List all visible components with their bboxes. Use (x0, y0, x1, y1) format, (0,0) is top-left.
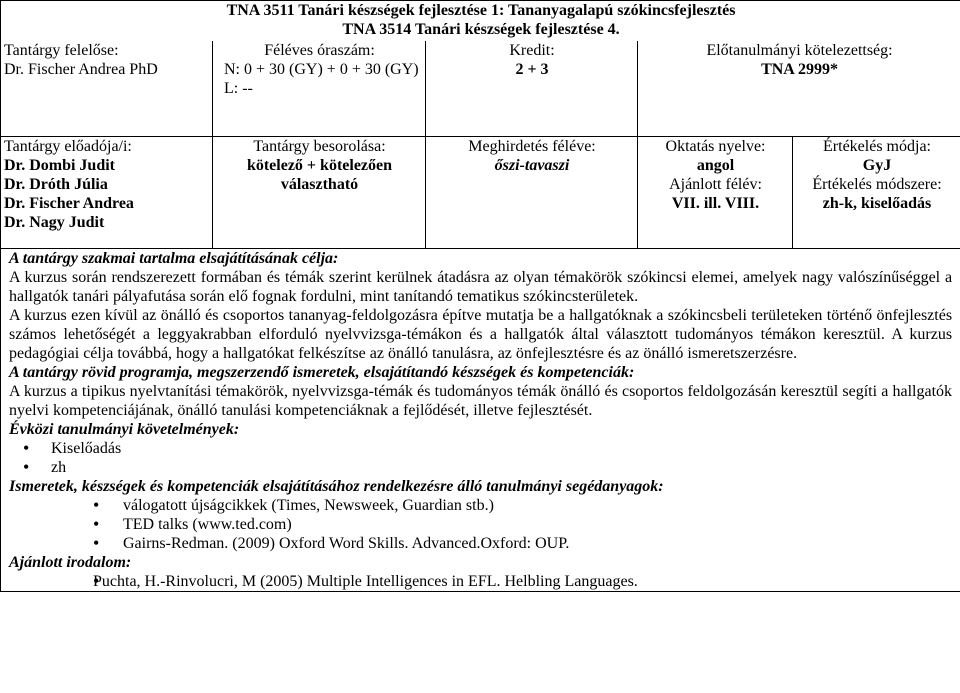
evaluation-cell (793, 137, 960, 249)
credit-value: 2 + 3 (515, 60, 549, 78)
list-item: • válogatott újságcikkek (Times, Newsweek, Guardian stb.) (9, 496, 952, 515)
hours-label: Féléves óraszám: (264, 41, 375, 59)
course-title-line2: TNA 3514 Tanári készségek fejlesztése 4. (342, 21, 620, 38)
requirements-heading: Évközi tanulmányi követelmények: (9, 421, 240, 438)
lecturer-3: Dr. Fischer Andrea (4, 195, 134, 212)
list-item: • TED talks (www.ted.com) (9, 515, 952, 534)
hours-value: N: 0 + 30 (GY) + 0 + 30 (GY) (224, 60, 419, 78)
prereq-value: TNA 2999* (761, 60, 838, 78)
language-cell (638, 137, 793, 249)
list-item: • Gairns-Redman. (2009) Oxford Word Skills. Advanced.Oxford: OUP. (9, 534, 952, 553)
credit-cell (426, 41, 638, 137)
classification-value: kötelező + kötelezően választható (246, 157, 393, 193)
requirements-list (9, 439, 952, 477)
aids-list (9, 496, 952, 553)
program-heading: A tantárgy rövid programja, megszerzendő ismeretek, elsajátítandó készségek és kompetenciák: (9, 364, 635, 381)
hours-l: L: -- (224, 79, 253, 97)
language-label: Oktatás nyelve: (665, 138, 766, 155)
recommended-value: VII. ill. VIII. (671, 195, 760, 212)
lecturers-label: Tantárgy előadója/i: (4, 138, 132, 155)
eval-value: GyJ (862, 157, 892, 174)
prereq-label: Előtanulmányi kötelezettség: (706, 41, 893, 59)
program-text: A kurzus a tipikus nyelvtanítási témakörök, nyelvvizsga-témák és tudományos témák önálló és csoportos feldolgozásán keresztül segíti a hallgatók nyelvi kompetenciájának, önálló tanulási kompetenciáknak a fejlődését, illetve fejlesztését. (9, 383, 953, 419)
responsible-label: Tantárgy felelőse: (4, 41, 119, 59)
goal-paragraph-1: A kurzus során rendszerezett formában és témák szerint kerülnek átadásra az olyan témakörök szókincsi elemei, amelyek nagy valószínűséggel a hallgatók tanári pályafutása során elő fognak fordulni, mint tanítandó tematikus szókincsterületek. (9, 269, 953, 305)
course-title (1, 1, 960, 41)
reading-list (9, 572, 952, 591)
aids-heading: Ismeretek, készségek és kompetenciák elsajátításához rendelkezésre álló tanulmányi segédanyagok: (9, 478, 664, 495)
lecturers-cell (1, 137, 213, 249)
semester-label: Meghirdetés féléve: (468, 138, 596, 155)
reading-heading: Ajánlott irodalom: (9, 554, 132, 571)
goal-paragraph-2: A kurzus ezen kívül az önálló és csoportos tananyag-feldolgozásra építve mutatja be a hallgatóknak a szókincsbeli területeken történő önfejlesztés számos lehetőségét a leggyakrabban elforduló nyelvvizsga-témákon és a hallgatók által választott tudományos témákon keresztül. A kurzus pedagógiai célja továbbá, hogy a hallgatókat felkészítse az önálló tanulásra, az önfejlesztésre és az önálló ismeretszerzésre. (9, 307, 953, 362)
course-title-line1: TNA 3511 Tanári készségek fejlesztése 1: Tananyagalapú szókincsfejlesztés (226, 2, 736, 19)
eval-method-label: Értékelés módszere: (812, 176, 942, 193)
eval-label: Értékelés módja: (823, 138, 931, 155)
list-item: • Puchta, H.-Rinvolucri, M (2005) Multiple Intelligences in EFL. Helbling Languages. (9, 572, 952, 591)
lecturer-4: Dr. Nagy Judit (4, 214, 105, 231)
lecturer-1: Dr. Dombi Judit (4, 157, 115, 174)
hours-cell (213, 41, 426, 137)
list-item: • zh (9, 458, 952, 477)
list-item: • Kiselőadás (9, 439, 952, 458)
credit-label: Kredit: (509, 41, 555, 59)
semester-value: őszi-tavaszi (494, 157, 570, 174)
eval-method-value: zh-k, kiselőadás (822, 195, 932, 212)
goal-heading: A tantárgy szakmai tartalma elsajátításának célja: (9, 250, 339, 267)
lecturer-2: Dr. Dróth Júlia (4, 176, 108, 193)
classification-cell (213, 137, 426, 249)
semester-cell (426, 137, 638, 249)
recommended-label: Ajánlott félév: (669, 176, 762, 193)
responsible-name: Dr. Fischer Andrea PhD (4, 60, 158, 78)
responsible-cell (1, 41, 213, 137)
prereq-cell (638, 41, 960, 137)
content-cell (1, 249, 960, 592)
classification-label: Tantárgy besorolása: (253, 138, 386, 155)
language-value: angol (696, 157, 735, 174)
